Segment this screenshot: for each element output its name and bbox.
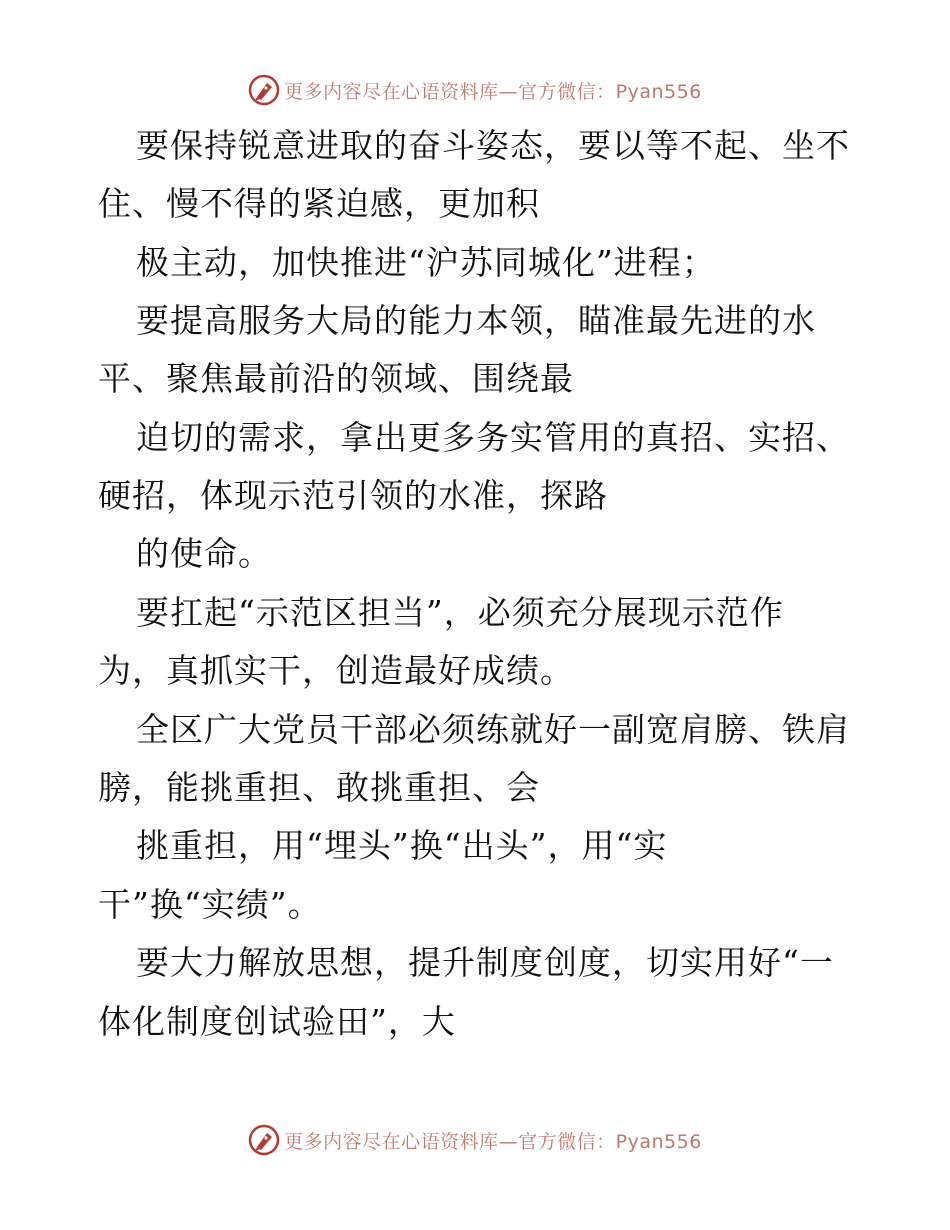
header-banner-text: 更多内容尽在心语资料库—官方微信：Pyan556 [284, 80, 702, 103]
text-line: 住、慢不得的紧迫感，更加积 [98, 184, 540, 223]
text-line: 干”换“实绩”。 [98, 885, 322, 924]
text-line: 为，真抓实干，创造最好成绩。 [98, 651, 574, 690]
text-line: 要保持锐意进取的奋斗姿态，要以等不起、坐不 [136, 126, 850, 165]
footer-banner [0, 1120, 950, 1160]
pen-nib-logo-icon [248, 74, 280, 106]
text-line: 要大力解放思想，提升制度创度，切实用好“一 [136, 943, 834, 982]
text-line: 全区广大党员干部必须练就好一副宽肩膀、铁肩 [136, 710, 850, 749]
text-line: 硬招，体现示范引领的水准，探路 [98, 476, 608, 515]
text-line: 要提高服务大局的能力本领，瞄准最先进的水 [136, 301, 816, 340]
text-line: 膀，能挑重担、敢挑重担、会 [98, 768, 540, 807]
pen-nib-logo-icon [248, 1124, 280, 1156]
text-line: 极主动，加快推进“沪苏同城化”进程； [136, 243, 716, 282]
text-line: 体化制度创试验田”，大 [98, 1002, 456, 1041]
text-line: 平、聚焦最前沿的领域、围绕最 [98, 359, 574, 398]
text-line: 挑重担，用“埋头”换“出头”，用“实 [136, 826, 668, 865]
footer-banner-text: 更多内容尽在心语资料库—官方微信：Pyan556 [284, 1130, 702, 1153]
text-line: 的使命。 [136, 534, 272, 573]
header-banner [0, 70, 950, 110]
text-line: 迫切的需求，拿出更多务实管用的真招、实招、 [136, 418, 850, 457]
text-line: 要扛起“示范区担当”，必须充分展现示范作 [136, 593, 784, 632]
